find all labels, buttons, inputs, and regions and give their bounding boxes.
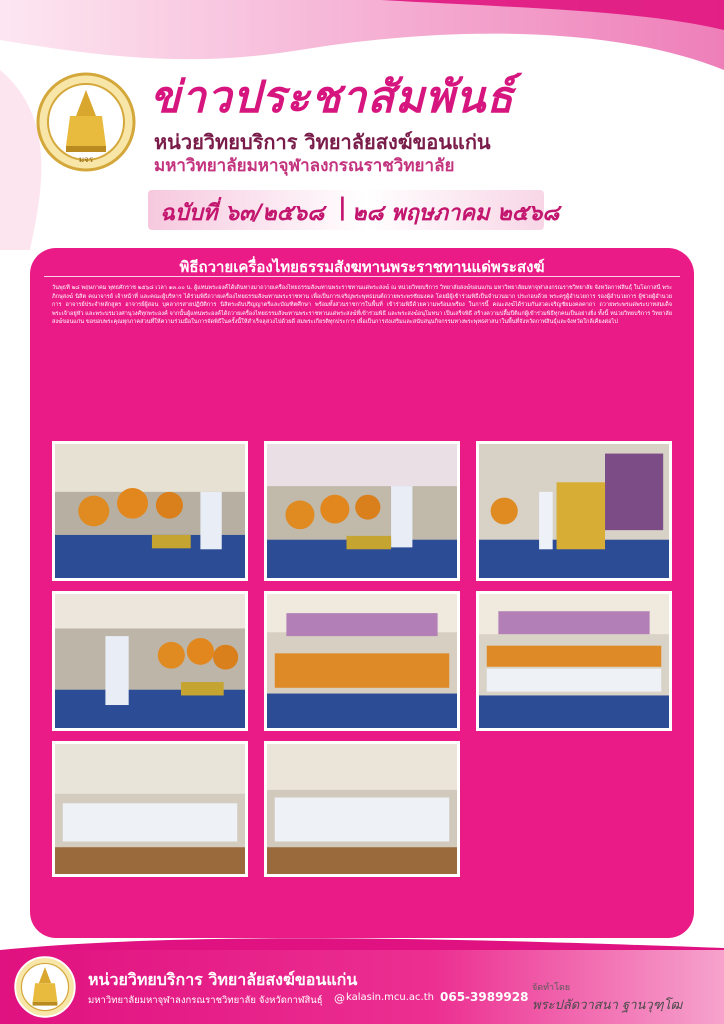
issue-number: ฉบับที่ ๖๓/๒๕๖๘ <box>160 201 325 226</box>
university-name: มหาวิทยาลัยมหาจุฬาลงกรณราชวิทยาลัย <box>154 156 455 176</box>
photo-altar-ceremony[interactable] <box>476 441 672 581</box>
footer-unit-name: หน่วยวิทยบริการ วิทยาลัยสงฆ์ขอนแก่น <box>88 970 358 989</box>
photo-placeholder-icon <box>55 444 245 578</box>
footer-website-link[interactable]: kalasin.mcu.ac.th <box>346 992 434 1003</box>
issue-separator: | <box>338 193 347 221</box>
photo-attendees-front[interactable] <box>476 591 672 731</box>
photo-monks-offering-3[interactable] <box>52 591 248 731</box>
unit-name: หน่วยวิทยบริการ วิทยาลัยสงฆ์ขอนแก่น <box>154 130 491 154</box>
photo-placeholder-icon <box>55 594 245 728</box>
page-title: ข่าวประชาสัมพันธ์ <box>150 72 515 123</box>
issue-date: ๒๘ พฤษภาคม ๒๕๖๘ <box>352 201 560 226</box>
university-seal-small-icon <box>14 956 76 1018</box>
photo-placeholder-icon <box>55 744 245 874</box>
photo-monks-offering-1[interactable] <box>52 441 248 581</box>
photo-placeholder-icon <box>267 444 457 578</box>
photo-audience-2[interactable] <box>264 741 460 877</box>
heading-divider <box>44 276 680 277</box>
photo-placeholder-icon <box>267 594 457 728</box>
photo-placeholder-icon <box>479 444 669 578</box>
article-body: วันพุธที่ ๒๘ พฤษภาคม พุทธศักราช ๒๕๖๘ เวลา ๑๓.๐๐ น. ผู้แทนพระองค์ได้เดินทางมาถวายเครื่องไทยธรรมสังฆทานพระราชทานแด่พระสงฆ์ ณ หน่วยวิทยบริการ วิทยาลัยสงฆ์ขอนแก่น มหาวิทยาลัยมหาจุฬาลงกรณราชวิทยาลัย จังหวัดกาฬสินธุ์ ในโอกาสนี้ พระภิกษุสงฆ์ นิสิต คณาจารย์ เจ้าหน้าที่ และคณะผู้บริหาร ได้ร่วมพิธีถวายเครื่องไทยธรรมสังฆทานพระราชทาน เพื่อเป็นการเจริญพระพุทธมนต์ถวายพระพรชัยมงคล โดยมีผู้เข้าร่วมพิธีเป็นจำนวนมาก ประกอบด้วย พระครูผู้อำนวยการ รองผู้อำนวยการ ผู้ช่วยผู้อำนวยการ อาจารย์ประจำหลักสูตร อาจารย์ผู้สอน บุคลากรสายปฏิบัติการ นิสิตระดับปริญญาตรีและบัณฑิตศึกษา พร้อมทั้งส่วนราชการในพื้นที่ เข้าร่วมพิธีด้วยความพร้อมเพรียง ในการนี้ คณะสงฆ์ได้ร่วมกันสวดเจริญชัยมงคลคาถา ถวายพระพรแด่พระบาทสมเด็จพระเจ้าอยู่หัว และพระบรมวงศานุวงศ์ทุกพระองค์ จากนั้นผู้แทนพระองค์ได้ถวายเครื่องไทยธรรมสังฆทานพระราชทานแด่พระสงฆ์ที่เข้าร่วมพิธี และพระสงฆ์อนุโมทนา เป็นเสร็จพิธี สร้างความปลื้มปีติแก่ผู้เข้าร่วมพิธีทุกคนเป็นอย่างยิ่ง ทั้งนี้ หน่วยวิทยบริการ วิทยาลัยสงฆ์ขอนแก่น ขอขอบพระคุณทุกภาคส่วนที่ให้ความร่วมมือในการจัดพิธีในครั้งนี้ให้สำเร็จลุล่วงไปด้วยดี สมพระเกียรติทุกประการ เพื่อเป็นการส่งเสริมและสนับสนุนกิจกรรมทางพระพุทธศาสนาในพื้นที่จังหวัดกาฬสินธุ์และจังหวัดใกล้เคียงต่อไป <box>52 285 672 326</box>
photo-placeholder-icon <box>267 744 457 874</box>
photo-audience-1[interactable] <box>52 741 248 877</box>
web-icon: @ <box>334 992 345 1005</box>
photo-assembled-monks[interactable] <box>264 591 460 731</box>
footer-university: มหาวิทยาลัยมหาจุฬาลงกรณราชวิทยาลัย จังหวัดกาฬสินธุ์ <box>88 995 323 1006</box>
university-seal-icon <box>36 72 136 172</box>
prepared-by-label: จัดทำโดย <box>532 983 571 993</box>
photo-monks-offering-2[interactable] <box>264 441 460 581</box>
article-heading: พิธีถวายเครื่องไทยธรรมสังฆทานพระราชทานแด่พระสงฆ์ <box>179 258 545 276</box>
prepared-by-name: พระปลัดวาสนา ฐานวุฑฺโฒ <box>532 998 683 1013</box>
photo-placeholder-icon <box>479 594 669 728</box>
seal-lettering: มจร <box>78 155 94 164</box>
footer-phone: 065-3989928 <box>440 990 529 1004</box>
